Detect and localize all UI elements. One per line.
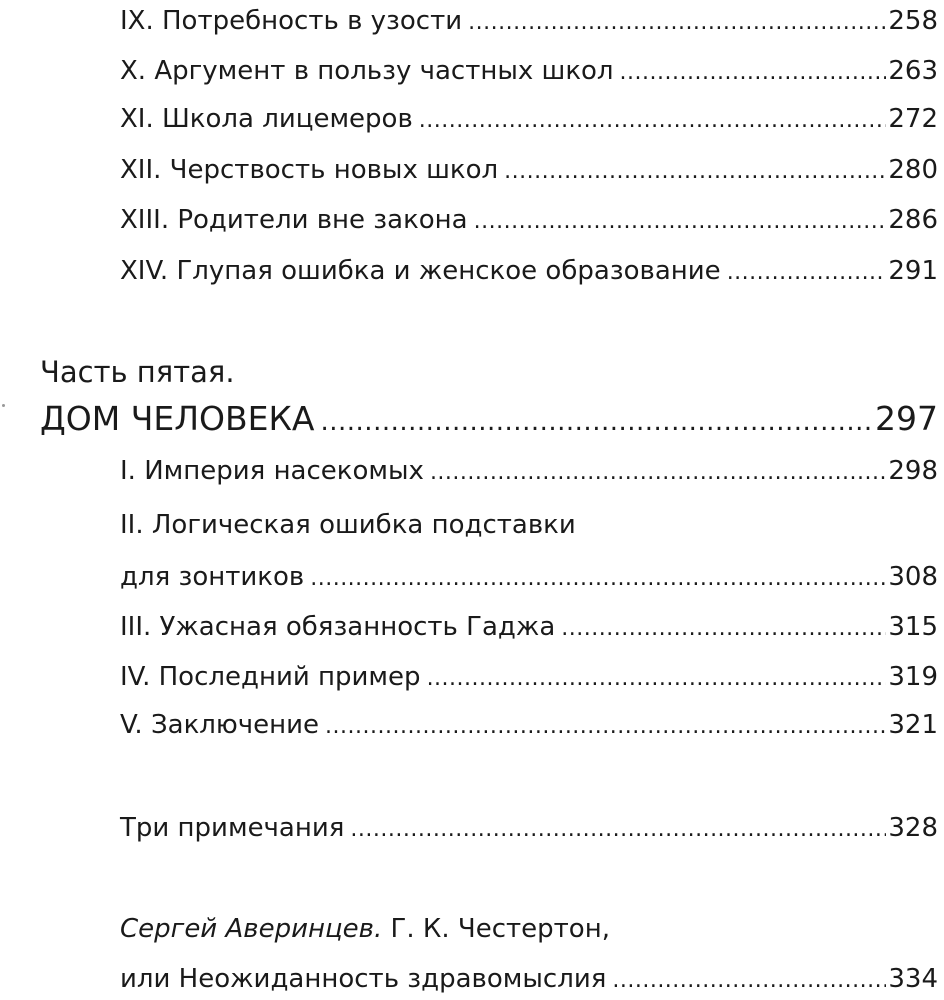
stray-mark	[2, 404, 5, 407]
toc-entry-title-line2: для зонтиков	[120, 562, 305, 592]
toc-entry-page: 328	[888, 813, 938, 843]
essay-line1	[120, 916, 610, 942]
toc-entry-title: V. Заключение	[120, 710, 320, 740]
part-label: Часть пятая.	[40, 355, 235, 389]
toc-entry	[120, 8, 938, 34]
toc-entry-title: IV. Последний пример	[120, 662, 421, 692]
part-title-entry	[40, 399, 938, 438]
toc-entry-page: 308	[888, 562, 938, 592]
toc-entry-title-line1: II. Логическая ошибка подставки	[120, 510, 576, 540]
dot-leader	[427, 668, 887, 690]
dot-leader	[310, 568, 886, 590]
toc-entry-title: XII. Черствость новых школ	[120, 155, 499, 185]
toc-entry-page: 298	[888, 456, 938, 486]
toc-entry-title: IX. Потребность в узости	[120, 6, 463, 36]
toc-entry-page: 286	[888, 205, 938, 235]
essay-title-line1: Г. К. Честертон,	[390, 914, 610, 944]
toc-entry-page: 263	[888, 56, 938, 86]
toc-entry-page: 272	[888, 104, 938, 134]
toc-entry-title: X. Аргумент в пользу частных школ	[120, 56, 614, 86]
dot-leader	[430, 462, 886, 484]
toc-entry-page: 291	[888, 256, 938, 286]
dot-leader	[468, 12, 886, 34]
toc-entry-title: XI. Школа лицемеров	[120, 104, 413, 134]
essay-title-line2: или Неожиданность здравомыслия	[120, 964, 607, 994]
toc-entry-title: XIV. Глупая ошибка и женское образование	[120, 256, 721, 286]
dot-leader	[612, 970, 886, 992]
essay-author: Сергей Аверинцев.	[120, 914, 383, 944]
toc-entry-title: Три примечания	[120, 813, 345, 843]
toc-entry-page: 319	[888, 662, 938, 692]
toc-entry	[120, 664, 938, 690]
toc-entry-page: 280	[888, 155, 938, 185]
toc-entry-page: 321	[888, 710, 938, 740]
toc-entry-essay	[120, 966, 938, 992]
dot-leader	[474, 211, 887, 233]
dot-leader	[504, 161, 886, 183]
dot-leader	[620, 62, 887, 84]
part-page: 297	[875, 399, 938, 438]
toc-entry-page: 334	[888, 964, 938, 994]
dot-leader	[419, 110, 887, 132]
toc-entry	[120, 614, 938, 640]
dot-leader	[727, 262, 887, 284]
part-title: ДОМ ЧЕЛОВЕКА	[40, 399, 315, 438]
toc-entry	[120, 58, 938, 84]
toc-entry	[120, 458, 938, 484]
toc-entry-notes	[120, 815, 938, 841]
toc-entry-title: III. Ужасная обязанность Гаджа	[120, 612, 556, 642]
toc-entry	[120, 207, 938, 233]
dot-leader	[325, 716, 886, 738]
toc-entry	[120, 106, 938, 132]
toc-entry	[120, 258, 938, 284]
toc-entry	[120, 564, 938, 590]
dot-leader	[350, 819, 886, 841]
toc-entry-page: 258	[888, 6, 938, 36]
toc-entry-title: XIII. Родители вне закона	[120, 205, 468, 235]
dot-leader	[561, 618, 886, 640]
dot-leader	[320, 409, 873, 435]
toc-entry	[120, 157, 938, 183]
toc-entry-page: 315	[888, 612, 938, 642]
toc-entry	[120, 712, 938, 738]
toc-entry-title: I. Империя насекомых	[120, 456, 424, 486]
